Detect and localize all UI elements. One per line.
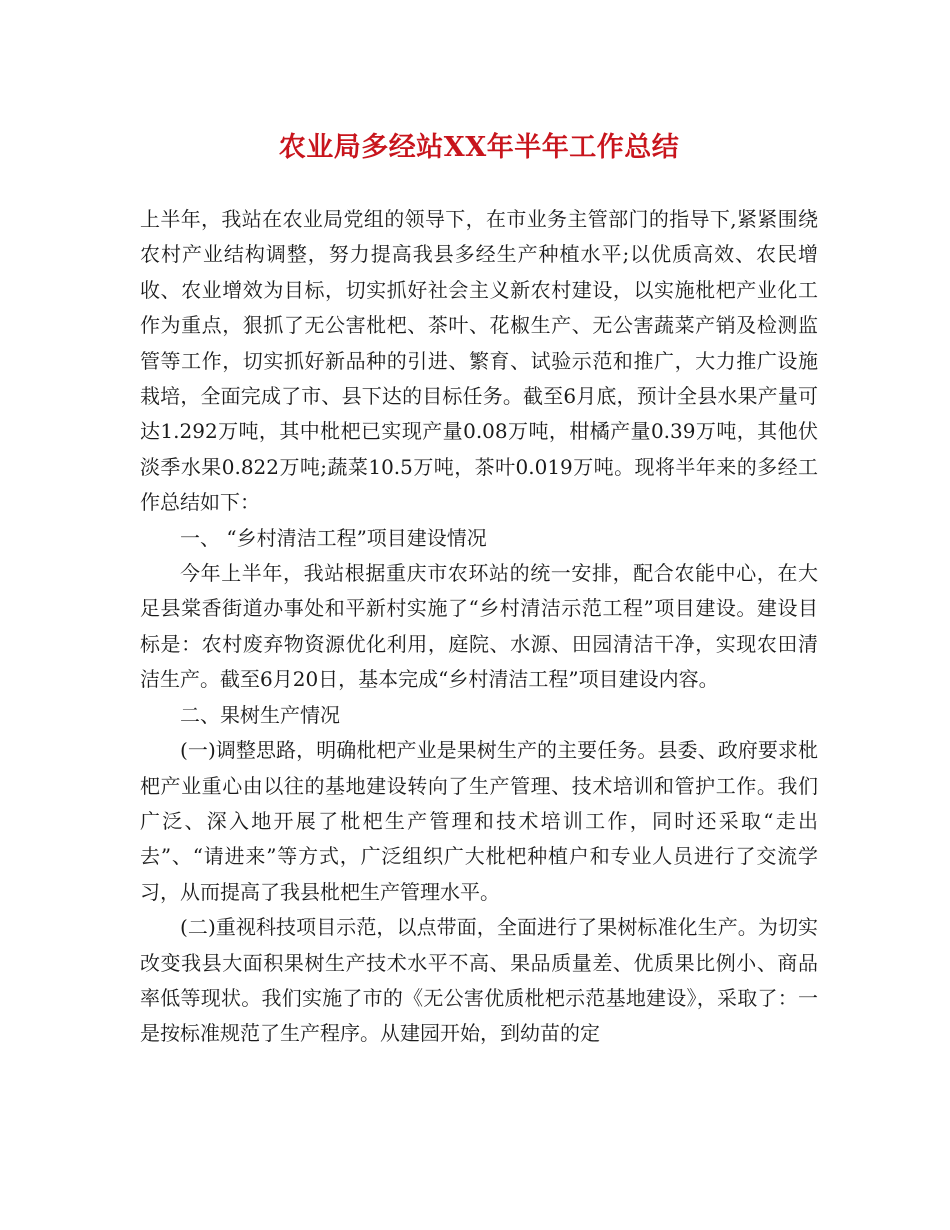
document-body <box>140 202 818 1052</box>
body-paragraph: 今年上半年，我站根据重庆市农环站的统一安排，配合农能中心，在大足县棠香街道办事处和平新村实施了“乡村清洁示范工程”项目建设。建设目标是：农村废弃物资源优化利用，庭院、水源、田园清洁干净，实现农田清洁生产。截至6月20日，基本完成“乡村清洁工程”项目建设内容。 <box>140 561 818 692</box>
intro-paragraph: 上半年，我站在农业局党组的领导下，在市业务主管部门的指导下,紧紧围绕农村产业结构调整，努力提高我县多经生产种植水平;以优质高效、农民增收、农业增效为目标，切实抓好社会主义新农村建设，以实施枇杷产业化工作为重点，狠抓了无公害枇杷、茶叶、花椒生产、无公害蔬菜产销及检测监管等工作，切实抓好新品种的引进、繁育、试验示范和推广，大力推广设施栽培，全面完成了市、县下达的目标任务。截至6月底，预计全县水果产量可达1.292万吨，其中枇杷已实现产量0.08万吨，柑橘产量0.39万吨，其他伏淡季水果0.822万吨;蔬菜10.5万吨，茶叶0.019万吨。现将半年来的多经工作总结如下： <box>140 207 818 515</box>
document-title: 农业局多经站XX年半年工作总结 <box>278 132 680 163</box>
section-heading-2: 二、果树生产情况 <box>180 702 340 727</box>
body-paragraph: (二)重视科技项目示范，以点带面，全面进行了果树标准化生产。为切实改变我县大面积果树生产技术水平不高、果品质量差、优质果比例小、商品率低等现状。我们实施了市的《无公害优质枇杷示范基地建设》，采取了：一是按标准规范了生产程序。从建园开始，到幼苗的定 <box>140 915 818 1046</box>
body-paragraph: (一)调整思路，明确枇杷产业是果树生产的主要任务。县委、政府要求枇杷产业重心由以往的基地建设转向了生产管理、技术培训和管护工作。我们广泛、深入地开展了枇杷生产管理和技术培训工作，同时还采取“走出去”、“请进来”等方式，广泛组织广大枇杷种植户和专业人员进行了交流学习，从而提高了我县枇杷生产管理水平。 <box>140 738 818 904</box>
section-heading-1: 一、 “乡村清洁工程”项目建设情况 <box>180 525 487 550</box>
